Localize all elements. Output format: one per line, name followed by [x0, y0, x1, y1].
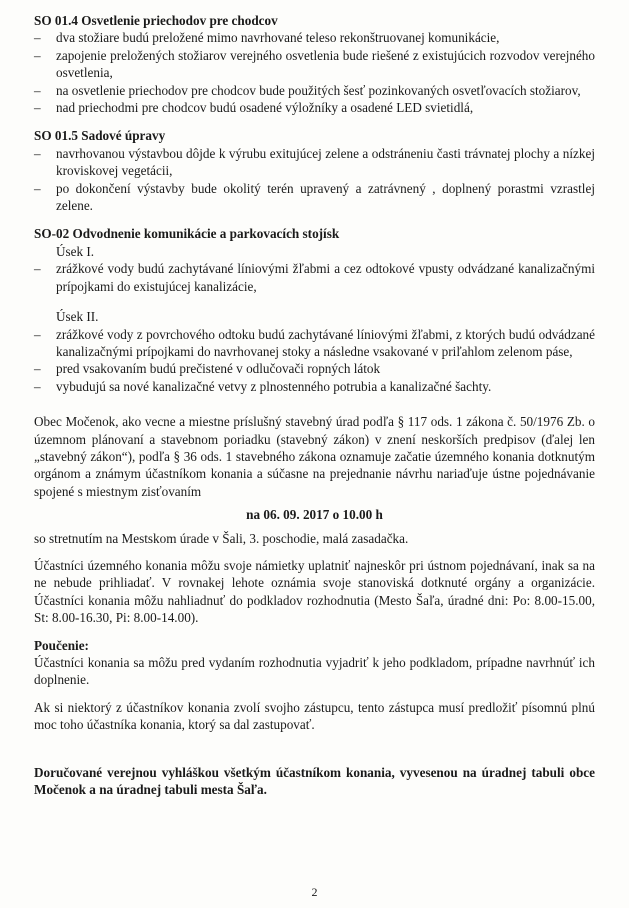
section-title: SO-02 Odvodnenie komunikácie a parkovacích stojísk: [34, 226, 340, 242]
poucenie-paragraph: Účastníci konania sa môžu pred vydaním rozhodnutia vyjadriť k jeho podkladom, prípadne navrhnúť ich doplnenie.: [34, 655, 595, 688]
list-item: – navrhovanou výstavbou dôjde k výrubu exitujúcej zelene a odstráneniu časti trávnatej plochy a nízkej kroviskovej vegetácii,: [34, 145, 595, 180]
bullet-list: [34, 326, 595, 396]
bullet-list: [34, 145, 595, 215]
poucenie-title: Poučenie:: [34, 637, 89, 653]
bullet-list: [34, 29, 595, 116]
poucenie-paragraph: Ak si niektorý z účastníkov konania zvolí svojho zástupcu, tento zástupca musí predložiť písomnú plnú moc toho účastníka konania, ktorý sa dal zastupovať.: [34, 699, 595, 733]
section-title: SO 01.4 Osvetlenie priechodov pre chodcov: [34, 13, 278, 28]
list-item: – zrážkové vody budú zachytávané líniovými žľabmi a cez odtokové vpusty odvádzané kanalizačnými prípojkami do existujúcej kanalizácie,: [34, 260, 595, 295]
page-number: 2: [311, 885, 318, 899]
usek-label: Úsek II.: [56, 309, 99, 325]
list-item: – zrážkové vody z povrchového odtoku budú zachytávané líniovými žľabmi, z ktorých budú odvádzané kanalizačnými prípojkami do navrhovanej stoky a následne vsakované v priľahlom zelenom páse,: [34, 326, 595, 361]
list-item: – zapojenie preložených stožiarov verejného osvetlenia bude riešené z existujúcich rozvodov verejného osvetlenia,: [34, 47, 595, 82]
list-item: – pred vsakovaním budú prečistené v odlučovači ropných látok: [34, 360, 595, 377]
list-item: – po dokončení výstavby bude okolitý terén upravený a zatrávnený , doplnený porastmi vzrastlej zelene.: [34, 180, 595, 215]
hearing-date: na 06. 09. 2017 o 10.00 h: [246, 507, 383, 523]
section-title: SO 01.5 Sadové úpravy: [34, 128, 166, 144]
section-so-02: [34, 225, 595, 395]
objections-paragraph: Účastníci územného konania môžu svoje námietky uplatniť najneskôr pri ústnom pojednávaní, inak sa na ne nebude prihliadať. V rovnakej lehote oznámia svoje stanoviská dotknuté orgány a organizácie. Účastníci konania môžu nahliadnuť do podkladov rozhodnutia (Mesto Šaľa, úradné dni: Po: 8.00-15.00, St: 8.00-16.30, Pi: 8.00-14.00).: [34, 557, 595, 626]
list-item: – vybudujú sa nové kanalizačné vetvy z plnostenného potrubia a kanalizačné šachty.: [34, 378, 595, 395]
section-so-01-4: [34, 12, 595, 116]
list-item: – nad priechodmi pre chodcov budú osadené výložníky a osadené LED svietidlá,: [34, 99, 595, 116]
section-so-01-5: [34, 127, 595, 214]
delivery-note: Doručované verejnou vyhláškou všetkým účastníkom konania, vyvesenou na úradnej tabuli obce Močenok a na úradnej tabuli mesta Šaľa.: [34, 764, 595, 798]
list-item: – na osvetlenie priechodov pre chodcov bude použitých šesť pozinkovaných osvetľovacích stožiarov,: [34, 82, 595, 99]
meeting-place: so stretnutím na Mestskom úrade v Šali, 3. poschodie, malá zasadačka.: [34, 530, 409, 546]
usek-label: Úsek I.: [56, 243, 95, 259]
main-paragraph: Obec Močenok, ako vecne a miestne príslušný stavebný úrad podľa § 117 ods. 1 zákona č. 50/1976 Zb. o územnom plánovaní a stavebnom poriadku (stavebný zákon) v znení neskorších predpisov (ďalej len „stavebný zákon“), podľa § 36 ods. 1 stavebného zákona oznamuje začatie územného konania dotknutým orgánom a známym účastníkom konania a súčasne na prejednanie návrhu nariaďuje ústne pojednávanie spojené s miestnym zisťovaním: [34, 414, 595, 499]
list-item: – dva stožiare budú preložené mimo navrhované teleso rekonštruovanej komunikácie,: [34, 29, 595, 46]
bullet-list: [34, 260, 595, 295]
